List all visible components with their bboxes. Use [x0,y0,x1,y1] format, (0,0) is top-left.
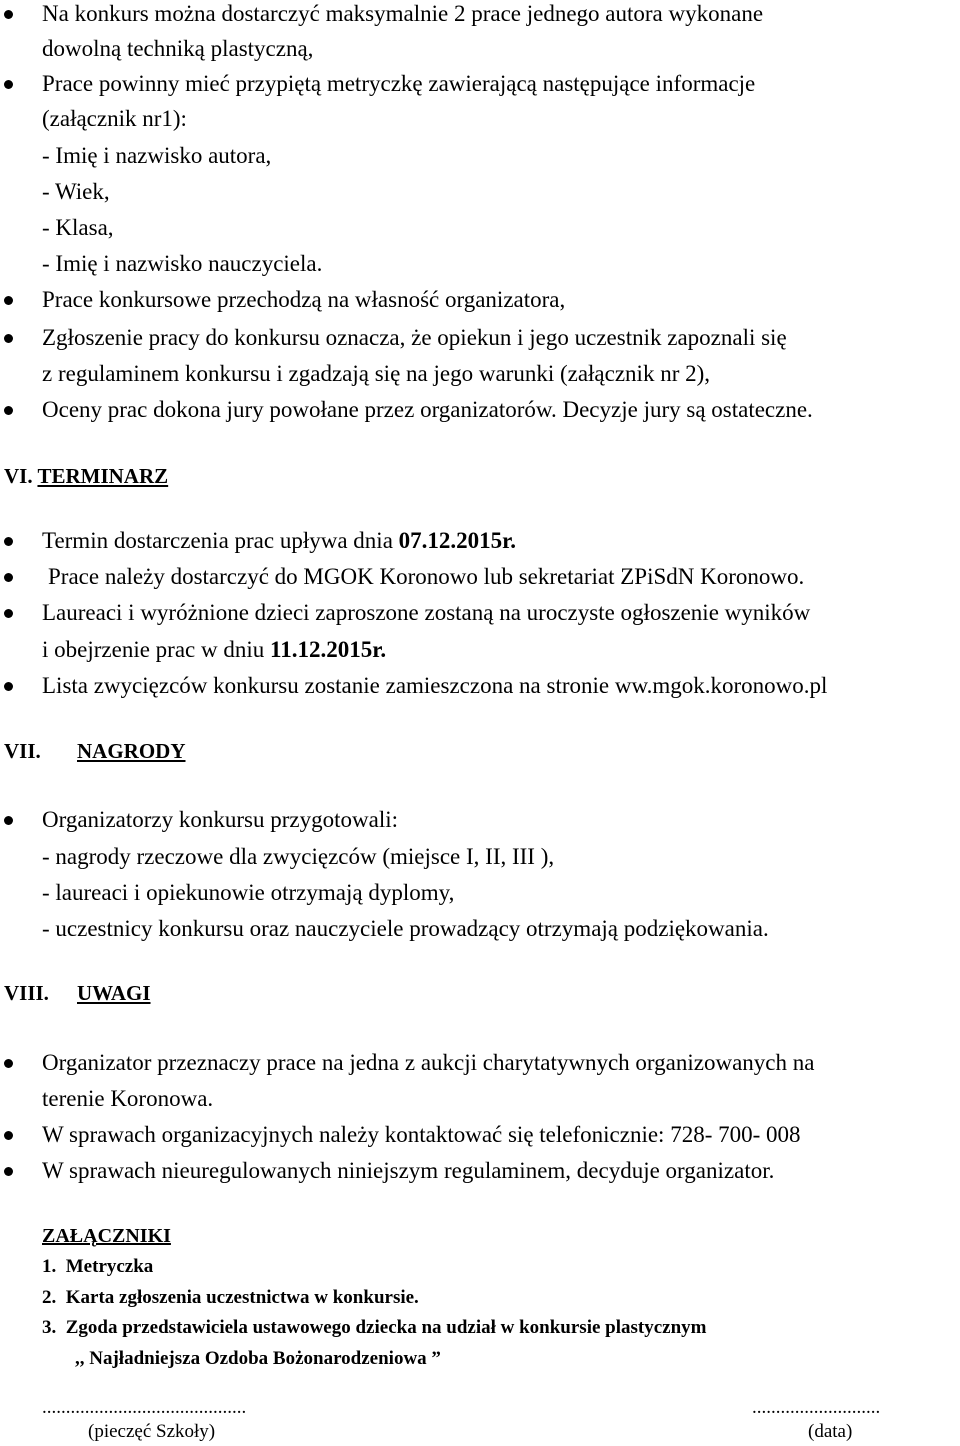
bullet-icon [4,80,13,89]
list-item-line [42,527,516,555]
section-heading-terminarz [4,463,168,489]
bullet-icon [4,1059,13,1068]
announcement-date: 11.12.2015r. [270,637,387,662]
list-item-line: - Klasa, [42,215,114,240]
list-item-line: dowolną techniką plastyczną, [42,36,314,61]
section-title: UWAGI [77,981,151,1005]
list-item-line: - laureaci i opiekunowie otrzymają dyplomy, [42,880,455,905]
list-item-line: Na konkurs można dostarczyć maksymalnie 2 prace jednego autora wykonane [42,1,764,26]
list-item-line: Lista zwycięzców konkursu zostanie zamieszczona na stronie ww.mgok.koronowo.pl [42,673,828,698]
list-item-line: Laureaci i wyróżnione dzieci zaproszone zostaną na uroczyste ogłoszenie wyników [42,600,811,625]
list-item-line [42,636,386,664]
bullet-icon [4,406,13,415]
section-heading-nagrody [4,738,41,764]
list-item-line: - Imię i nazwisko autora, [42,143,272,168]
bullet-icon [4,682,13,691]
attachment-subtitle: ,, Najładniejsza Ozdoba Bożonarodzeniowa ” [75,1348,441,1369]
bullet-icon [4,1131,13,1140]
attachments-title: ZAŁĄCZNIKI [42,1225,171,1247]
list-item-line: Organizator przeznaczy prace na jedna z aukcji charytatywnych organizowanych na [42,1050,815,1075]
list-item-line: Organizatorzy konkursu przygotowali: [42,807,398,832]
list-item-line: Prace powinny mieć przypiętą metryczkę zawierającą następujące informacje [42,71,756,96]
item-text: Termin dostarczenia prac upływa dnia [42,528,399,553]
list-item-line: terenie Koronowa. [42,1086,214,1111]
section-number: VIII. [4,981,49,1005]
section-title: TERMINARZ [37,464,169,488]
list-item-line: Prace konkursowe przechodzą na własność organizatora, [42,287,566,312]
attachment-item: 2. Karta zgłoszenia uczestnictwa w konkursie. [42,1287,419,1308]
list-item-line: (załącznik nr1): [42,106,187,131]
bullet-icon [4,1167,13,1176]
list-item-line: W sprawach organizacyjnych należy kontaktować się telefonicznie: 728- 700- 008 [42,1122,801,1147]
list-item-line: Prace należy dostarczyć do MGOK Koronowo lub sekretariat ZPiSdN Koronowo. [48,564,805,589]
bullet-icon [4,609,13,618]
section-title: NAGRODY [77,739,186,763]
attachment-item: 1. Metryczka [42,1256,154,1277]
list-item-line: Oceny prac dokona jury powołane przez organizatorów. Decyzje jury są ostateczne. [42,397,813,422]
signature-line-left: ........................................... [42,1397,247,1418]
signature-line-right: ........................... [752,1397,881,1418]
list-item-line: - uczestnicy konkursu oraz nauczyciele prowadzący otrzymają podziękowania. [42,916,769,941]
attachment-item: 3. Zgoda przedstawiciela ustawowego dziecka na udział w konkursie plastycznym [42,1317,707,1338]
bullet-icon [4,816,13,825]
bullet-icon [4,296,13,305]
list-item-line: - Wiek, [42,179,110,204]
deadline-date: 07.12.2015r. [398,528,517,553]
list-item-line: Zgłoszenie pracy do konkursu oznacza, że opiekun i jego uczestnik zapoznali się [42,325,787,350]
list-item-line: - nagrody rzeczowe dla zwycięzców (miejsce I, II, III ), [42,844,555,869]
section-number: VI. [4,464,33,488]
bullet-icon [4,573,13,582]
bullet-icon [4,10,13,19]
section-heading-uwagi [4,980,49,1006]
signature-label-right: (data) [808,1421,853,1442]
item-text: i obejrzenie prac w dniu [42,637,270,662]
list-item-line: z regulaminem konkursu i zgadzają się na jego warunki (załącznik nr 2), [42,361,711,386]
list-item-line: W sprawach nieuregulowanych niniejszym regulaminem, decyduje organizator. [42,1158,775,1183]
bullet-icon [4,334,13,343]
list-item-line: - Imię i nazwisko nauczyciela. [42,251,323,276]
bullet-icon [4,537,13,546]
section-number: VII. [4,739,41,763]
signature-label-left: (pieczęć Szkoły) [88,1421,216,1442]
